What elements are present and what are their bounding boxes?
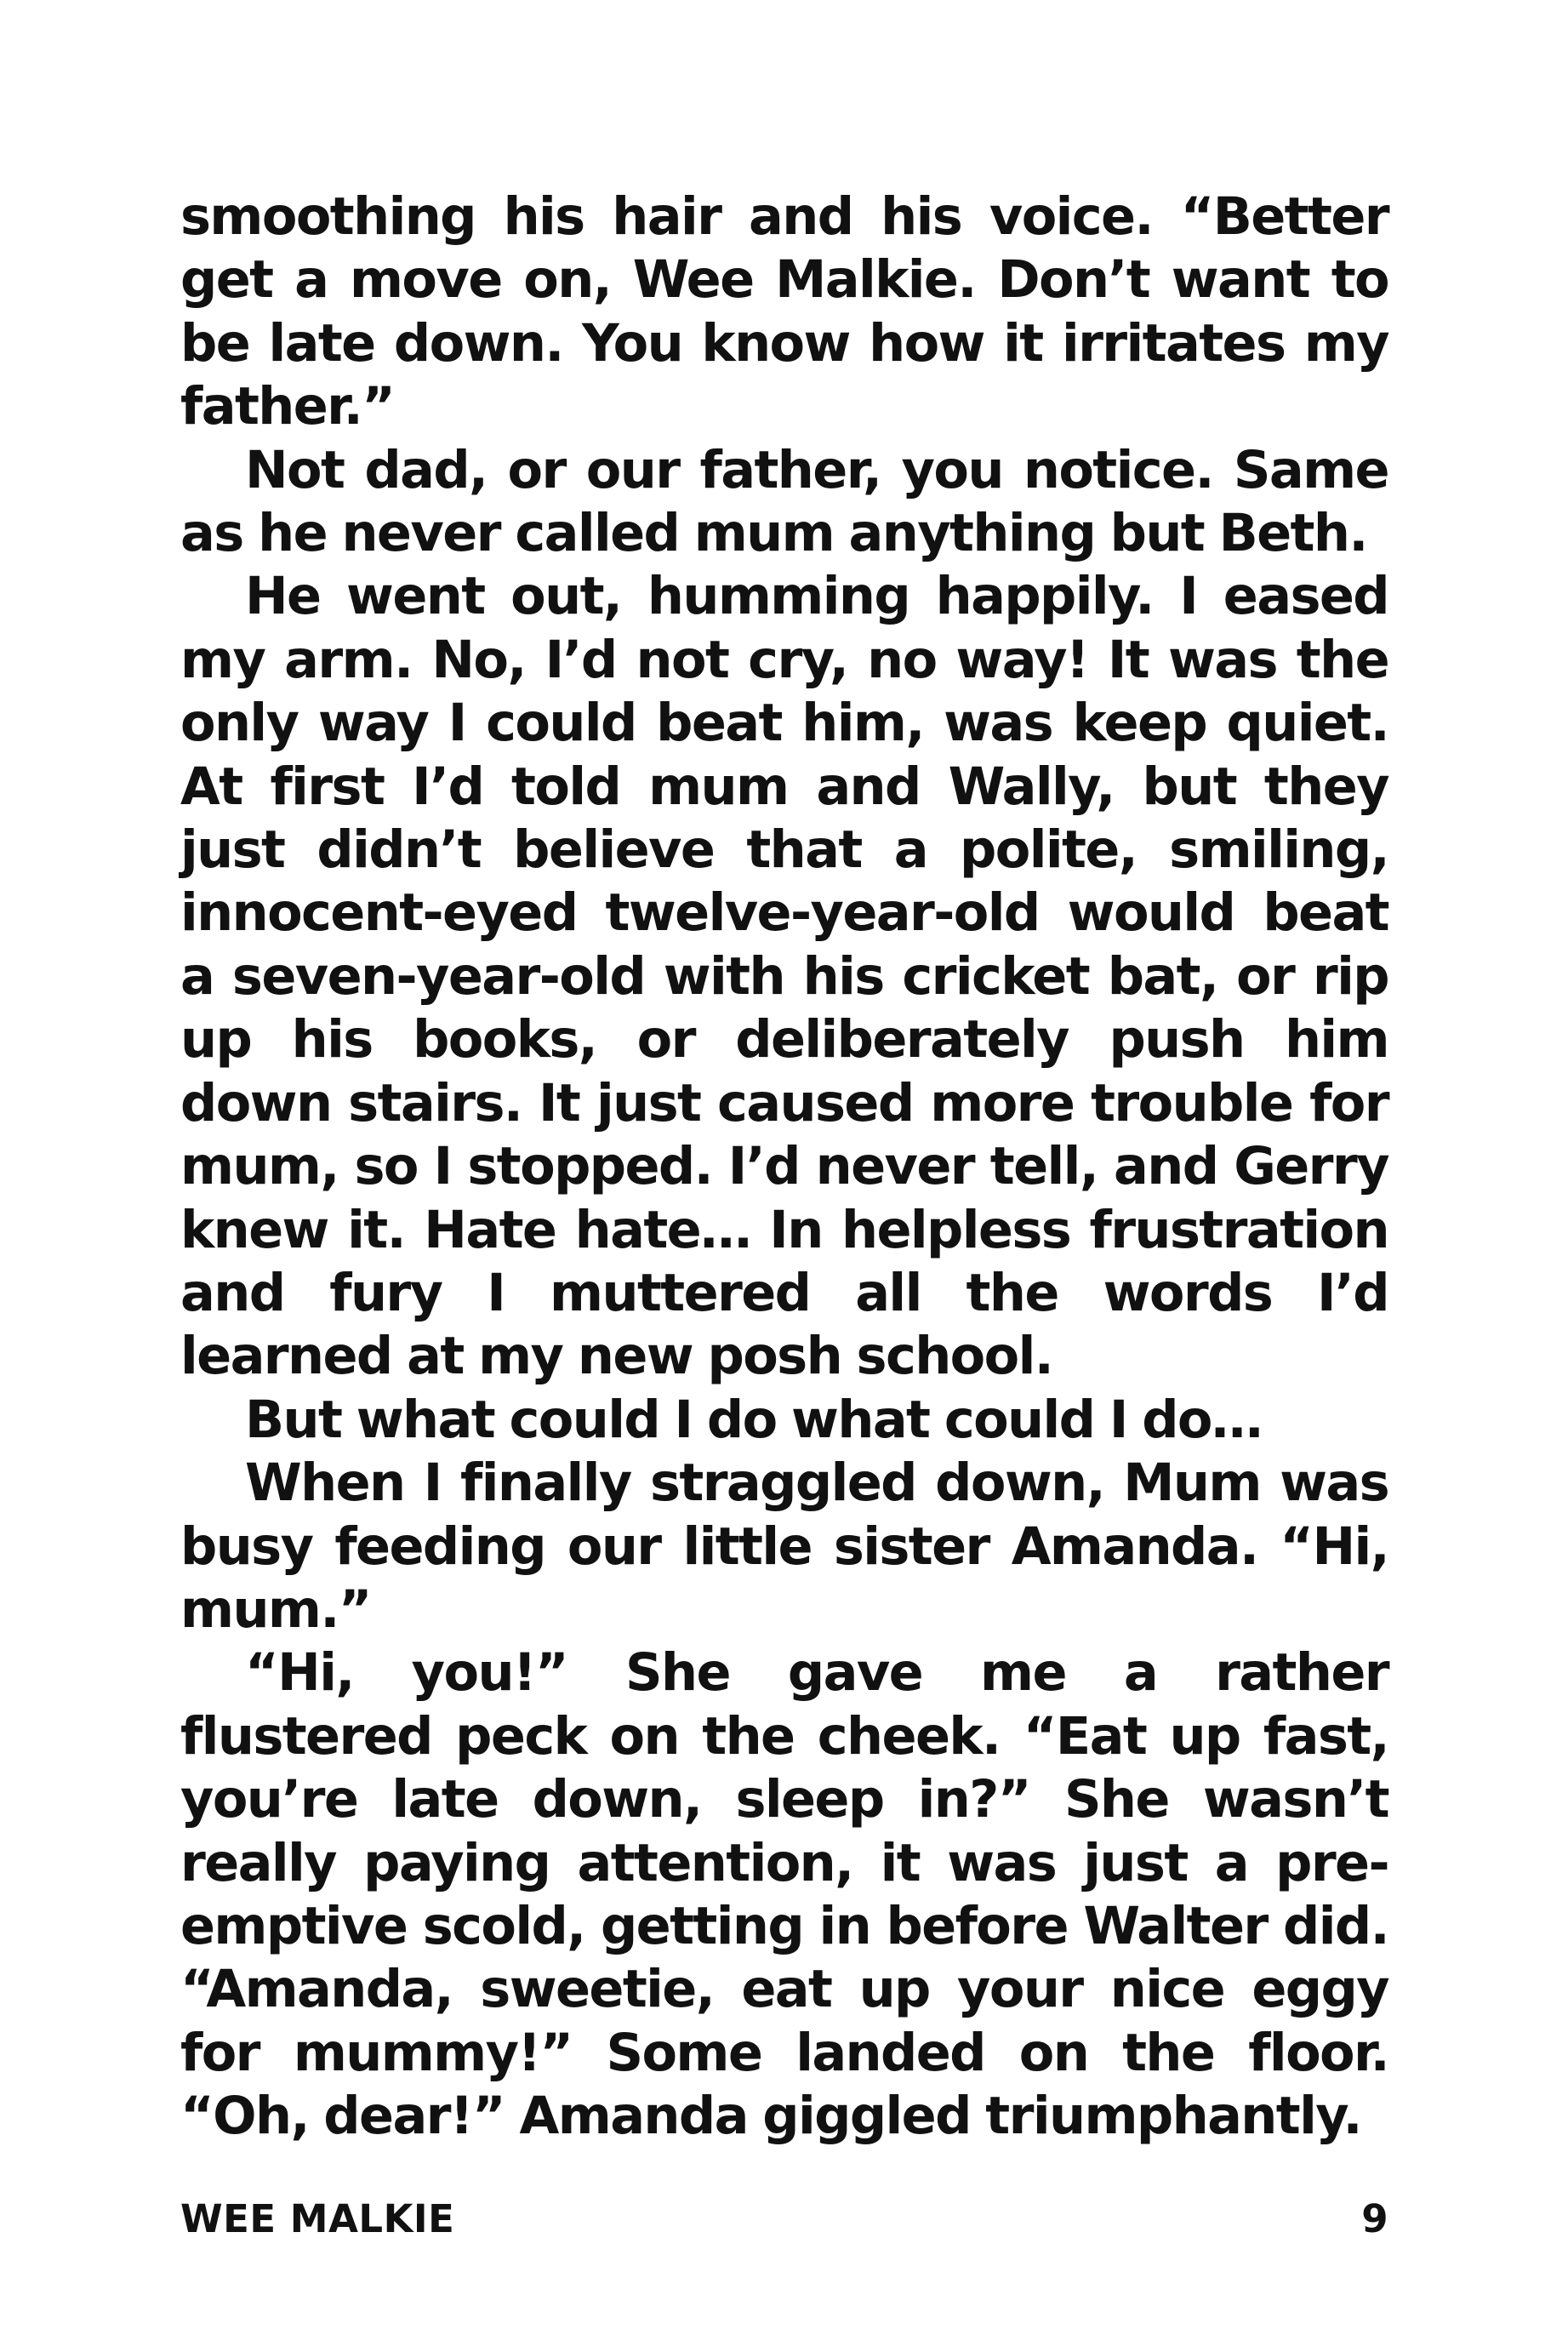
running-head: WEE MALKIE	[180, 2196, 455, 2241]
paragraph: He went out, humming happily. I eased my arm. No, I’d not cry, no way! It was the only way I could beat him, was keep quiet. At first I’d told mum and Wally, but they just didn’t believe that a polite, smiling, innocent-eyed twelve-year-old would beat a seven-year-old with his cricket bat, or rip up his books, or deliberately push him down stairs. It just caused more trouble for mum, so I stopped. I’d never tell, and Gerry knew it. Hate hate… In helpless frustration and fury I muttered all the words I’d learned at my new posh school.	[180, 567, 1388, 1387]
paragraph-continued: smoothing his hair and his voice. “Better get a move on, Wee Malkie. Don’t want to be late down. You know how it irritates my father.”	[180, 187, 1388, 437]
paragraph: But what could I do what could I do…	[245, 1390, 1262, 1450]
paragraph: When I finally straggled down, Mum was busy feeding our little sister Amanda. “Hi, mum.”	[180, 1453, 1388, 1640]
paragraph: “Hi, you!” She gave me a rather flustered peck on the cheek. “Eat up fast, you’re late down, sleep in?” She wasn’t really paying attention, it was just a pre-emptive scold, getting in before Walter did. “Amanda, sweetie, eat up your nice eggy for mummy!” Some landed on the floor. “Oh, dear!” Amanda giggled triumphantly.	[180, 1643, 1388, 2147]
body-text	[180, 186, 1388, 2149]
paragraph: Not dad, or our father, you notice. Same as he never called mum anything but Beth.	[180, 440, 1388, 564]
page-footer	[180, 2194, 1388, 2245]
page-number: 9	[1361, 2196, 1388, 2241]
